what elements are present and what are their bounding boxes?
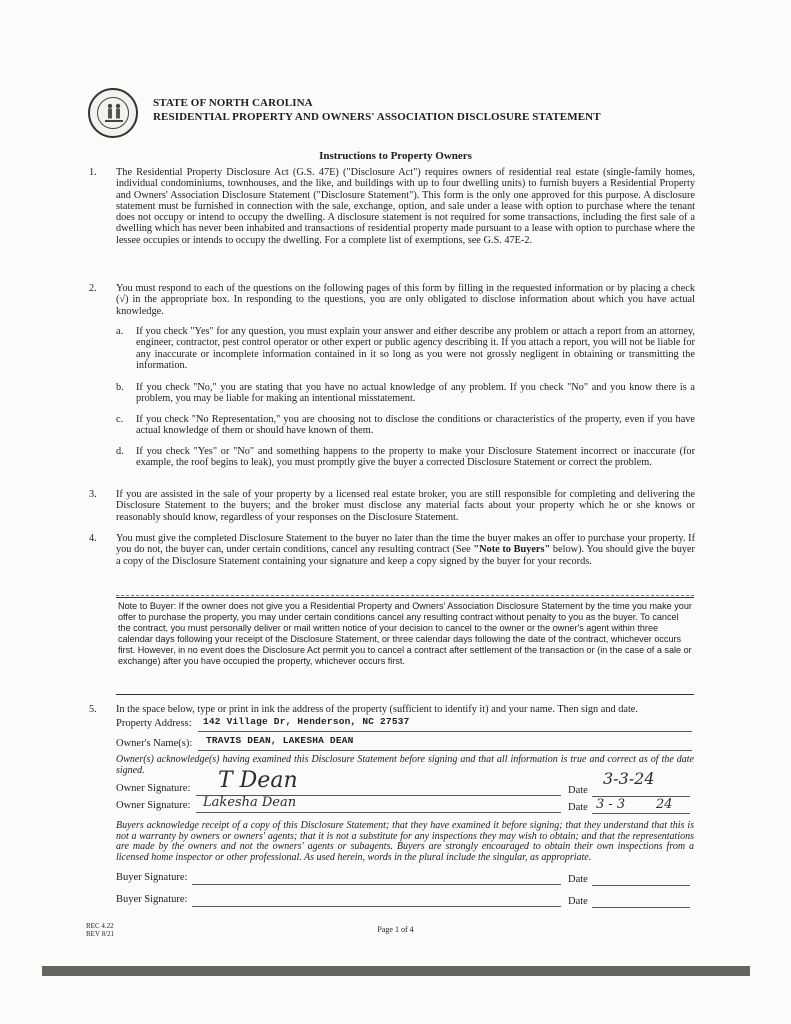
item-number: 3. — [89, 489, 97, 500]
instruction-3: If you are assisted in the sale of your property by a licensed real estate broker, you are still responsible for completing and delivering the Disclosure Statement to the buyers; and the broker must disclose any material facts about your property which he or she knows or reasonably should know, regardless of your responses on the Disclosure Statement. — [116, 489, 695, 523]
property-address-label: Property Address: — [116, 718, 192, 729]
sub-item-letter: b. — [116, 382, 124, 393]
owner-signature-label: Owner Signature: — [116, 783, 191, 794]
owners-name-field[interactable]: TRAVIS DEAN, LAKESHA DEAN — [206, 735, 354, 746]
owner-date-2-month-day[interactable]: 3 - 3 — [596, 797, 626, 812]
note-top-rule — [116, 597, 694, 598]
form-header — [153, 96, 601, 124]
state-name: STATE OF NORTH CAROLINA — [153, 97, 313, 109]
instruction-4-text-b: below). You should give the buyer a copy of the Disclosure Statement containing your signature and keep a copy signed by the buyer for your records. — [116, 544, 695, 567]
item-number: 4. — [89, 533, 97, 544]
instruction-2c: If you check "No Representation," you are choosing not to disclose the conditions or characteristics of the property, even if you have actual knowledge of them or should have known of them. — [136, 414, 695, 437]
form-code-1: REC 4.22 — [86, 922, 114, 930]
buyer-signature-label: Buyer Signature: — [116, 872, 188, 883]
buyer-acknowledgement: Buyers acknowledge receipt of a copy of this Disclosure Statement; that they have examined it before signing; that they understand that this is not a warranty by owners or owners' agents; that it is not a substitute for any inspections they may wish to obtain; and that the representations are made by the owners and not the owners' agents or subagents. Buyers are strongly encouraged to obtain their own inspections from a licensed home inspector or other professional. As used herein, words in the plural include the singular, as appropriate. — [116, 820, 694, 863]
date-line — [592, 813, 690, 814]
date-label: Date — [568, 802, 588, 813]
date-line[interactable] — [592, 885, 690, 886]
instruction-2a: If you check "Yes" for any question, you must explain your answer and either describe any problem or attach a report from an attorney, engineer, contractor, pest control operator or other expert or public agency describing it. If you attach a report, you will not be liable for any inaccurate or incomplete information contained in it so long as you were not grossly negligent in obtaining or transmitting the information. — [136, 326, 695, 371]
owner-signature-label: Owner Signature: — [116, 800, 191, 811]
owner-acknowledgement: Owner(s) acknowledge(s) having examined this Disclosure Statement before signing and that all information is true and correct as of the date signed. — [116, 754, 694, 776]
owner-date-2-year[interactable]: 24 — [656, 797, 673, 812]
note-bottom-rule — [116, 694, 694, 695]
buyer-signature-label: Buyer Signature: — [116, 894, 188, 905]
buyer-signature-line[interactable] — [192, 884, 561, 885]
instruction-4 — [116, 533, 695, 567]
item-number: 1. — [89, 167, 97, 178]
date-label: Date — [568, 785, 588, 796]
owner-signature-1[interactable]: T Dean — [218, 768, 298, 793]
note-to-buyer: Note to Buyer: If the owner does not give you a Residential Property and Owners' Association Disclosure Statement by the time you make your offer to purchase the property, you may under certain conditions cancel any resulting contract without penalty to you as the buyer. To cancel the contract, you must personally deliver or mail written notice of your decision to cancel to the owner or the owner's agent within three calendar days following your receipt of the Disclosure Statement, or three calendar days following the date of the contract, whichever occurs first. However, in no event does the Disclosure Act permit you to cancel a contract after settlement of the transaction or (in the case of a sale or exchange) after you have occupied the property, whichever occurs first. — [118, 601, 692, 667]
date-line[interactable] — [592, 907, 690, 908]
property-address-field[interactable]: 142 Village Dr, Henderson, NC 27537 — [203, 716, 410, 727]
instruction-4-text-a: You must give the completed Disclosure Statement to the buyer no later than the time the buyer makes an offer to purchase your property. If you do not, the buyer can, under certain conditions, cancel any resulting contract (See — [116, 533, 695, 556]
instruction-2: You must respond to each of the questions on the following pages of this form by filling in the requested information or by placing a check (√) in the appropriate box. In responding to the questions, you are only obligated to disclose information about which you have actual knowledge. — [116, 283, 695, 317]
instructions-heading: Instructions to Property Owners — [319, 150, 472, 162]
instruction-2b: If you check "No," you are stating that you have no actual knowledge of any problem. If you check "No" and you know there is a problem, you may be liable for making an intentional misstatement. — [136, 382, 695, 405]
owner-signature-line — [196, 812, 561, 813]
note-to-buyers-ref: "Note to Buyers" — [473, 544, 551, 556]
sub-item-letter: c. — [116, 414, 124, 425]
form-code-2: REV 8/21 — [86, 930, 115, 938]
owners-name-label: Owner's Name(s): — [116, 738, 193, 749]
scan-edge — [42, 966, 750, 976]
instruction-1: The Residential Property Disclosure Act (G.S. 47E) ("Disclosure Act") requires owners of residential real estate (single-family homes, individual condominiums, townhouses, and the like, and buildings with up to four dwelling units) to furnish buyers a Residential Property and Owners' Association Disclosure Statement ("Disclosure Statement"). This form is the only one approved for this purpose. A disclosure statement must be furnished in connection with the sale, exchange, option, and sale under a lease with option to purchase where the tenant does not occupy or intend to occupy the dwelling. A disclosure statement is not required for some transactions, including the first sale of a dwelling which has never been inhabited and transactions of residential property made pursuant to a lease with option to purchase where the lessee occupies or intends to occupy the dwelling. For a complete list of exemptions, see G.S. 47E-2. — [116, 167, 695, 246]
owner-signature-2[interactable]: Lakesha Dean — [203, 795, 297, 810]
state-seal-icon — [88, 88, 138, 138]
instruction-5: In the space below, type or print in ink the address of the property (sufficient to identify it) and your name. Then sign and date. — [116, 704, 638, 715]
property-address-line — [198, 731, 692, 732]
owner-date-1[interactable]: 3-3-24 — [603, 769, 655, 788]
divider — [116, 595, 694, 596]
buyer-signature-line[interactable] — [192, 906, 561, 907]
sub-item-letter: a. — [116, 326, 124, 337]
item-number: 2. — [89, 283, 97, 294]
date-label: Date — [568, 874, 588, 885]
form-title: RESIDENTIAL PROPERTY AND OWNERS' ASSOCIATION DISCLOSURE STATEMENT — [153, 111, 601, 123]
date-label: Date — [568, 896, 588, 907]
owners-name-line — [198, 750, 692, 751]
sub-item-letter: d. — [116, 446, 124, 457]
instruction-2d: If you check "Yes" or "No" and something happens to the property to make your Disclosure Statement incorrect or inaccurate (for example, the roof begins to leak), you must promptly give the buyer a corrected Disclosure Statement or correct the problem. — [136, 446, 695, 469]
item-number: 5. — [89, 704, 97, 715]
page-number: Page 1 of 4 — [377, 925, 414, 934]
